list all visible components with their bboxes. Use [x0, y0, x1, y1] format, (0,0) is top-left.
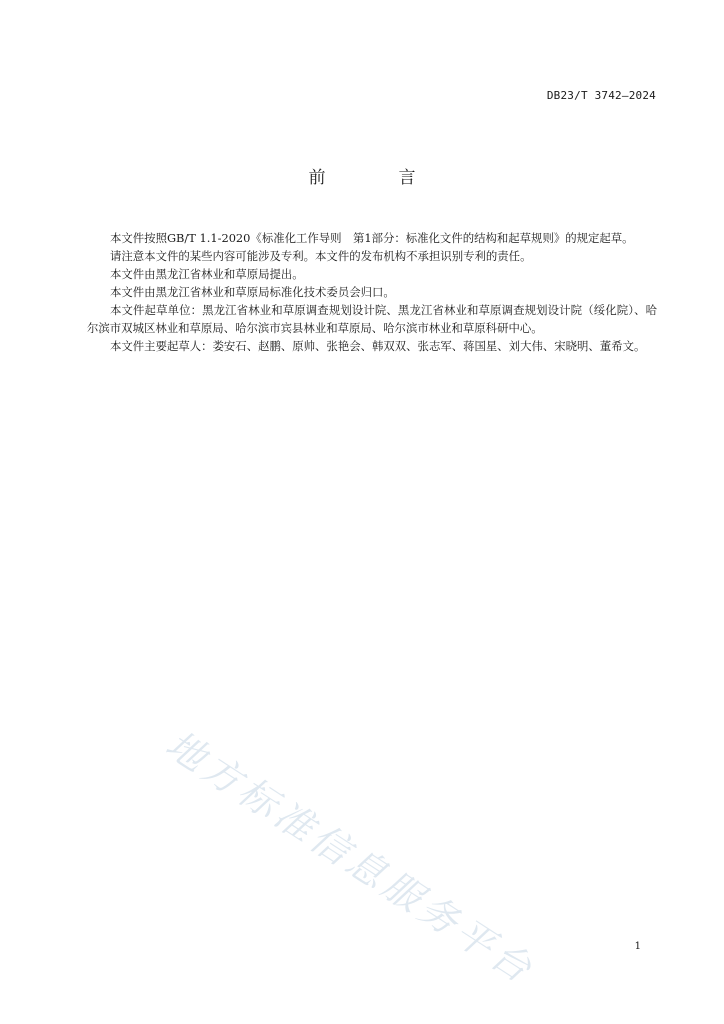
- preface-body: [87, 229, 657, 355]
- paragraph-drafters: 本文件主要起草人：娄安石、赵鹏、原帅、张艳会、韩双双、张志军、蒋国星、刘大伟、宋晓明、董希文。: [110, 339, 646, 353]
- watermark-text: 地方标准信息服务平台: [158, 721, 543, 994]
- paragraph-patent-notice: 请注意本文件的某些内容可能涉及专利。本文件的发布机构不承担识别专利的责任。: [110, 249, 532, 263]
- paragraph-drafting-units: 本文件起草单位：黑龙江省林业和草原调查规划设计院、黑龙江省林业和草原调查规划设计院（绥化院）、哈尔滨市双城区林业和草原局、哈尔滨市宾县林业和草原局、哈尔滨市林业和草原科研中心。: [87, 303, 657, 335]
- page-title: 前 言: [308, 168, 444, 188]
- paragraph-standard-basis: 本文件按照GB/T 1.1-2020《标准化工作导则 第1部分：标准化文件的结构和起草规则》的规定起草。: [110, 231, 634, 245]
- page-number: 1: [634, 941, 641, 952]
- paragraph-administrator: 本文件由黑龙江省林业和草原局标准化技术委员会归口。: [110, 285, 395, 299]
- paragraph-proposer: 本文件由黑龙江省林业和草原局提出。: [110, 267, 304, 281]
- document-code: DB23/T 3742—2024: [546, 89, 656, 102]
